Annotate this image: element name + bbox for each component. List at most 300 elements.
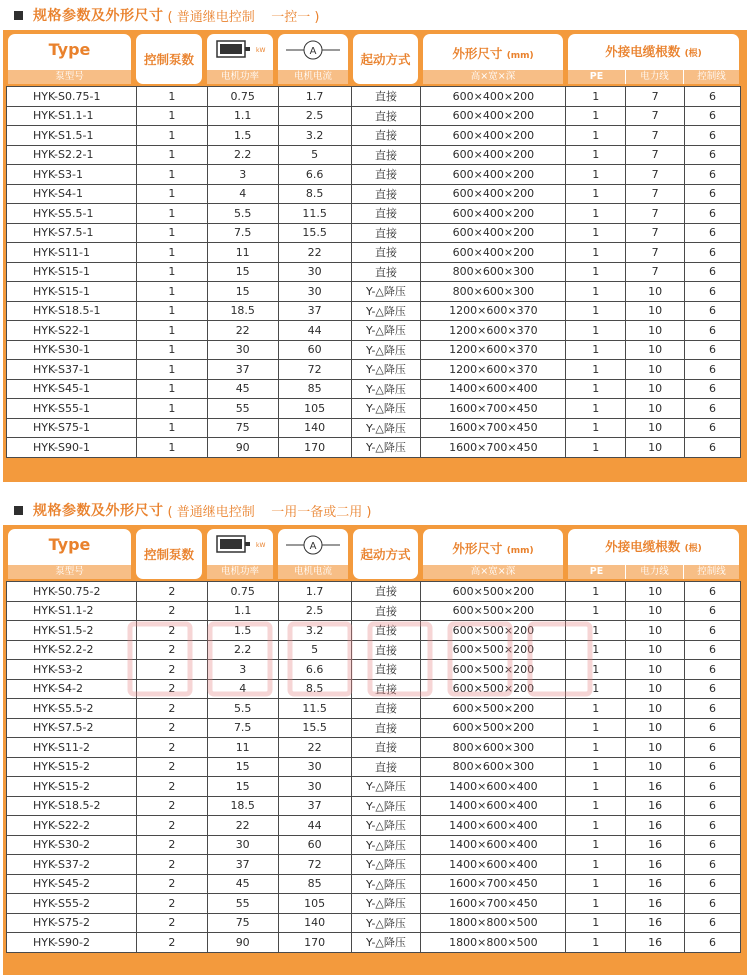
cell-power: 2.2 bbox=[207, 640, 278, 660]
header-cables-title: 外接电缆根数 (根) bbox=[605, 539, 702, 554]
cell-type: HYK-S30-2 bbox=[7, 835, 137, 855]
cell-start: 直接 bbox=[351, 87, 421, 107]
cell-pe: 1 bbox=[566, 223, 626, 243]
bullet-square-icon bbox=[14, 11, 23, 20]
table-row bbox=[7, 340, 741, 360]
cell-power: 30 bbox=[207, 340, 278, 360]
cell-dims: 800×600×300 bbox=[421, 757, 566, 777]
cell-dims: 1800×800×500 bbox=[421, 913, 566, 933]
cell-type: HYK-S37-1 bbox=[7, 360, 137, 380]
cell-dims: 600×500×200 bbox=[421, 699, 566, 719]
cell-pe: 1 bbox=[566, 777, 626, 797]
cell-pe: 1 bbox=[566, 126, 626, 146]
cell-type: HYK-S3-2 bbox=[7, 660, 137, 680]
cell-type: HYK-S90-1 bbox=[7, 438, 137, 458]
cell-type: HYK-S11-1 bbox=[7, 243, 137, 263]
cell-control-line: 6 bbox=[685, 855, 741, 875]
cell-control-line: 6 bbox=[685, 184, 741, 204]
cell-start: 直接 bbox=[351, 757, 421, 777]
cell-current: 140 bbox=[278, 418, 351, 438]
cell-pe: 1 bbox=[566, 399, 626, 419]
cell-current: 5 bbox=[278, 640, 351, 660]
cell-type: HYK-S1.1-1 bbox=[7, 106, 137, 126]
cell-current: 15.5 bbox=[278, 718, 351, 738]
cell-power-line: 10 bbox=[626, 699, 685, 719]
section-title: 规格参数及外形尺寸 bbox=[33, 503, 164, 519]
cell-power: 15 bbox=[207, 777, 278, 797]
header-current-sub: 电机电流 bbox=[278, 70, 348, 84]
header-type-title: Type bbox=[48, 40, 91, 59]
cell-power-line: 7 bbox=[626, 223, 685, 243]
header-power-sub: 电机功率 bbox=[207, 70, 273, 84]
cell-current: 22 bbox=[278, 243, 351, 263]
cell-start: 直接 bbox=[351, 582, 421, 602]
cell-power: 37 bbox=[207, 360, 278, 380]
cell-pumps: 1 bbox=[136, 301, 207, 321]
table-row bbox=[7, 582, 741, 602]
cell-power-line: 10 bbox=[626, 438, 685, 458]
cell-dims: 1600×700×450 bbox=[421, 894, 566, 914]
cell-control-line: 6 bbox=[685, 582, 741, 602]
cell-control-line: 6 bbox=[685, 321, 741, 341]
cell-control-line: 6 bbox=[685, 399, 741, 419]
power-unit-label: kW bbox=[256, 47, 266, 54]
cell-power: 5.5 bbox=[207, 204, 278, 224]
cell-pumps: 2 bbox=[136, 855, 207, 875]
section-title-row bbox=[0, 495, 750, 525]
cell-control-line: 6 bbox=[685, 816, 741, 836]
cell-current: 3.2 bbox=[278, 621, 351, 641]
table-row bbox=[7, 835, 741, 855]
table-row bbox=[7, 204, 741, 224]
table-row bbox=[7, 184, 741, 204]
cell-start: 直接 bbox=[351, 126, 421, 146]
header-control-line: 控制线 bbox=[697, 71, 726, 82]
cell-pumps: 2 bbox=[136, 621, 207, 641]
cell-pe: 1 bbox=[566, 757, 626, 777]
cell-power-line: 7 bbox=[626, 243, 685, 263]
cell-power-line: 10 bbox=[626, 340, 685, 360]
cell-pumps: 2 bbox=[136, 660, 207, 680]
cell-dims: 600×400×200 bbox=[421, 106, 566, 126]
table-row bbox=[7, 777, 741, 797]
table-row bbox=[7, 874, 741, 894]
cell-pumps: 1 bbox=[136, 223, 207, 243]
cell-control-line: 6 bbox=[685, 223, 741, 243]
cell-power: 4 bbox=[207, 679, 278, 699]
table-row bbox=[7, 660, 741, 680]
cell-control-line: 6 bbox=[685, 165, 741, 185]
cell-dims: 600×500×200 bbox=[421, 601, 566, 621]
table-row bbox=[7, 379, 741, 399]
cell-type: HYK-S1.5-2 bbox=[7, 621, 137, 641]
cell-type: HYK-S5.5-1 bbox=[7, 204, 137, 224]
cell-power: 7.5 bbox=[207, 223, 278, 243]
cell-current: 8.5 bbox=[278, 679, 351, 699]
table-row bbox=[7, 699, 741, 719]
cell-dims: 600×400×200 bbox=[421, 145, 566, 165]
table-row bbox=[7, 621, 741, 641]
table-row bbox=[7, 913, 741, 933]
header-power bbox=[207, 529, 273, 579]
cell-dims: 600×500×200 bbox=[421, 718, 566, 738]
cell-pe: 1 bbox=[566, 243, 626, 263]
header-start bbox=[353, 34, 418, 84]
cell-pumps: 2 bbox=[136, 699, 207, 719]
table-row bbox=[7, 757, 741, 777]
header-dims-sub: 高×宽×深 bbox=[423, 565, 563, 579]
cell-control-line: 6 bbox=[685, 204, 741, 224]
cell-current: 105 bbox=[278, 399, 351, 419]
cell-pe: 1 bbox=[566, 660, 626, 680]
cell-control-line: 6 bbox=[685, 621, 741, 641]
cell-control-line: 6 bbox=[685, 282, 741, 302]
header-control-line: 控制线 bbox=[697, 566, 726, 577]
cell-power-line: 10 bbox=[626, 601, 685, 621]
cell-pumps: 1 bbox=[136, 87, 207, 107]
cell-type: HYK-S4-2 bbox=[7, 679, 137, 699]
table-row bbox=[7, 87, 741, 107]
cell-control-line: 6 bbox=[685, 87, 741, 107]
cell-pumps: 2 bbox=[136, 718, 207, 738]
cell-type: HYK-S3-1 bbox=[7, 165, 137, 185]
cell-pumps: 1 bbox=[136, 145, 207, 165]
cell-pe: 1 bbox=[566, 301, 626, 321]
cell-control-line: 6 bbox=[685, 243, 741, 263]
motor-icon bbox=[216, 39, 252, 59]
cell-start: Y-△降压 bbox=[351, 379, 421, 399]
cell-start: Y-△降压 bbox=[351, 321, 421, 341]
cell-type: HYK-S1.1-2 bbox=[7, 601, 137, 621]
ammeter-icon bbox=[284, 533, 342, 557]
cell-power-line: 10 bbox=[626, 660, 685, 680]
header-type-title: Type bbox=[48, 535, 91, 554]
cell-power: 18.5 bbox=[207, 796, 278, 816]
spec-table bbox=[6, 581, 741, 953]
cell-pumps: 1 bbox=[136, 399, 207, 419]
cell-pumps: 2 bbox=[136, 874, 207, 894]
cell-dims: 600×400×200 bbox=[421, 204, 566, 224]
cell-start: 直接 bbox=[351, 223, 421, 243]
table-row bbox=[7, 855, 741, 875]
cell-current: 6.6 bbox=[278, 165, 351, 185]
cell-power: 75 bbox=[207, 913, 278, 933]
cell-start: 直接 bbox=[351, 640, 421, 660]
table-frame bbox=[3, 30, 747, 482]
cell-type: HYK-S4-1 bbox=[7, 184, 137, 204]
header-dims bbox=[423, 34, 563, 84]
spec-section-2 bbox=[0, 495, 750, 975]
header-dims bbox=[423, 529, 563, 579]
cell-start: Y-△降压 bbox=[351, 816, 421, 836]
cell-power: 75 bbox=[207, 418, 278, 438]
cell-power: 1.5 bbox=[207, 621, 278, 641]
cell-power-line: 10 bbox=[626, 718, 685, 738]
cell-power-line: 10 bbox=[626, 418, 685, 438]
cell-power-line: 7 bbox=[626, 204, 685, 224]
cell-power: 5.5 bbox=[207, 699, 278, 719]
ammeter-icon bbox=[284, 38, 342, 62]
power-unit-label: kW bbox=[256, 542, 266, 549]
cell-control-line: 6 bbox=[685, 360, 741, 380]
cell-control-line: 6 bbox=[685, 777, 741, 797]
cell-control-line: 6 bbox=[685, 301, 741, 321]
cell-pe: 1 bbox=[566, 87, 626, 107]
cell-current: 2.5 bbox=[278, 601, 351, 621]
cell-type: HYK-S75-1 bbox=[7, 418, 137, 438]
cell-dims: 600×500×200 bbox=[421, 621, 566, 641]
table-row bbox=[7, 601, 741, 621]
cell-type: HYK-S15-2 bbox=[7, 757, 137, 777]
table-row bbox=[7, 796, 741, 816]
cell-control-line: 6 bbox=[685, 418, 741, 438]
cell-pe: 1 bbox=[566, 640, 626, 660]
cell-control-line: 6 bbox=[685, 679, 741, 699]
cell-pumps: 1 bbox=[136, 165, 207, 185]
cell-control-line: 6 bbox=[685, 601, 741, 621]
cell-power-line: 16 bbox=[626, 855, 685, 875]
cell-control-line: 6 bbox=[685, 660, 741, 680]
cell-dims: 1400×600×400 bbox=[421, 855, 566, 875]
cell-pumps: 2 bbox=[136, 582, 207, 602]
cell-start: 直接 bbox=[351, 243, 421, 263]
section-subtitle: ( 普通继电控制 一控一 ) bbox=[167, 9, 320, 25]
cell-type: HYK-S15-1 bbox=[7, 262, 137, 282]
cell-type: HYK-S55-2 bbox=[7, 894, 137, 914]
cell-control-line: 6 bbox=[685, 796, 741, 816]
cell-current: 30 bbox=[278, 262, 351, 282]
cell-pe: 1 bbox=[566, 874, 626, 894]
cell-dims: 600×400×200 bbox=[421, 87, 566, 107]
table-row bbox=[7, 399, 741, 419]
table-frame bbox=[3, 525, 747, 975]
cell-type: HYK-S0.75-2 bbox=[7, 582, 137, 602]
cell-start: 直接 bbox=[351, 679, 421, 699]
cell-power: 2.2 bbox=[207, 145, 278, 165]
cell-dims: 1200×600×370 bbox=[421, 340, 566, 360]
header-cables-title: 外接电缆根数 (根) bbox=[605, 44, 702, 59]
cell-dims: 1600×700×450 bbox=[421, 874, 566, 894]
cell-start: 直接 bbox=[351, 165, 421, 185]
cell-type: HYK-S2.2-1 bbox=[7, 145, 137, 165]
cell-control-line: 6 bbox=[685, 894, 741, 914]
cell-power: 4 bbox=[207, 184, 278, 204]
cell-power-line: 10 bbox=[626, 582, 685, 602]
table-row bbox=[7, 145, 741, 165]
cell-power-line: 16 bbox=[626, 913, 685, 933]
cell-dims: 1400×600×400 bbox=[421, 777, 566, 797]
cell-power-line: 16 bbox=[626, 796, 685, 816]
cell-power: 15 bbox=[207, 262, 278, 282]
cell-pumps: 1 bbox=[136, 126, 207, 146]
cell-start: Y-△降压 bbox=[351, 835, 421, 855]
cell-current: 30 bbox=[278, 282, 351, 302]
cell-power-line: 7 bbox=[626, 87, 685, 107]
cell-type: HYK-S0.75-1 bbox=[7, 87, 137, 107]
cell-type: HYK-S45-2 bbox=[7, 874, 137, 894]
section-title-row bbox=[0, 0, 750, 30]
cell-type: HYK-S22-1 bbox=[7, 321, 137, 341]
section-subtitle: ( 普通继电控制 一用一备或二用 ) bbox=[167, 504, 372, 520]
cell-dims: 800×600×300 bbox=[421, 738, 566, 758]
cell-pumps: 1 bbox=[136, 438, 207, 458]
cell-pe: 1 bbox=[566, 621, 626, 641]
cell-current: 2.5 bbox=[278, 106, 351, 126]
cell-power-line: 16 bbox=[626, 777, 685, 797]
cell-type: HYK-S15-2 bbox=[7, 777, 137, 797]
header-cables-bar bbox=[568, 70, 739, 84]
cell-pumps: 2 bbox=[136, 777, 207, 797]
cell-start: Y-△降压 bbox=[351, 418, 421, 438]
bullet-square-icon bbox=[14, 506, 23, 515]
cell-dims: 600×500×200 bbox=[421, 582, 566, 602]
cell-dims: 1400×600×400 bbox=[421, 835, 566, 855]
cell-control-line: 6 bbox=[685, 640, 741, 660]
header-power-line: 电力线 bbox=[640, 566, 669, 577]
cell-control-line: 6 bbox=[685, 913, 741, 933]
cell-dims: 1200×600×370 bbox=[421, 360, 566, 380]
cell-current: 1.7 bbox=[278, 582, 351, 602]
cell-pe: 1 bbox=[566, 894, 626, 914]
cell-type: HYK-S7.5-2 bbox=[7, 718, 137, 738]
cell-dims: 1600×700×450 bbox=[421, 438, 566, 458]
cell-pe: 1 bbox=[566, 933, 626, 953]
cell-start: 直接 bbox=[351, 718, 421, 738]
table-row bbox=[7, 894, 741, 914]
cell-start: 直接 bbox=[351, 184, 421, 204]
cell-power: 18.5 bbox=[207, 301, 278, 321]
cell-dims: 600×400×200 bbox=[421, 126, 566, 146]
cell-dims: 600×500×200 bbox=[421, 640, 566, 660]
cell-pe: 1 bbox=[566, 601, 626, 621]
table-row bbox=[7, 738, 741, 758]
cell-start: Y-△降压 bbox=[351, 796, 421, 816]
ammeter-symbol: A bbox=[309, 46, 317, 57]
cell-power-line: 16 bbox=[626, 933, 685, 953]
cell-power: 0.75 bbox=[207, 87, 278, 107]
cell-power-line: 10 bbox=[626, 360, 685, 380]
cell-power-line: 10 bbox=[626, 679, 685, 699]
header-cables bbox=[568, 529, 739, 579]
table-row bbox=[7, 933, 741, 953]
cell-pe: 1 bbox=[566, 360, 626, 380]
cell-dims: 800×600×300 bbox=[421, 262, 566, 282]
header-cables bbox=[568, 34, 739, 84]
cell-control-line: 6 bbox=[685, 933, 741, 953]
header-power-line: 电力线 bbox=[640, 71, 669, 82]
cell-start: 直接 bbox=[351, 621, 421, 641]
cell-power-line: 16 bbox=[626, 816, 685, 836]
cell-power: 7.5 bbox=[207, 718, 278, 738]
cell-pe: 1 bbox=[566, 438, 626, 458]
cell-power: 45 bbox=[207, 874, 278, 894]
cell-current: 85 bbox=[278, 379, 351, 399]
cell-power-line: 10 bbox=[626, 321, 685, 341]
header-power-sub: 电机功率 bbox=[207, 565, 273, 579]
cell-pe: 1 bbox=[566, 418, 626, 438]
cell-power-line: 7 bbox=[626, 184, 685, 204]
cell-current: 11.5 bbox=[278, 204, 351, 224]
cell-power-line: 7 bbox=[626, 145, 685, 165]
cell-power: 45 bbox=[207, 379, 278, 399]
header-current-sub: 电机电流 bbox=[278, 565, 348, 579]
cell-power: 15 bbox=[207, 282, 278, 302]
cell-type: HYK-S15-1 bbox=[7, 282, 137, 302]
cell-start: 直接 bbox=[351, 106, 421, 126]
table-row bbox=[7, 106, 741, 126]
cell-dims: 1200×600×370 bbox=[421, 301, 566, 321]
cell-power: 90 bbox=[207, 933, 278, 953]
cell-current: 44 bbox=[278, 321, 351, 341]
cell-power-line: 10 bbox=[626, 757, 685, 777]
cell-current: 44 bbox=[278, 816, 351, 836]
cell-type: HYK-S90-2 bbox=[7, 933, 137, 953]
header-pe: PE bbox=[589, 71, 604, 82]
cell-type: HYK-S1.5-1 bbox=[7, 126, 137, 146]
cell-pumps: 1 bbox=[136, 340, 207, 360]
cell-dims: 1400×600×400 bbox=[421, 796, 566, 816]
cell-current: 5 bbox=[278, 145, 351, 165]
cell-power: 15 bbox=[207, 757, 278, 777]
cell-pe: 1 bbox=[566, 106, 626, 126]
cell-control-line: 6 bbox=[685, 699, 741, 719]
cell-type: HYK-S30-1 bbox=[7, 340, 137, 360]
cell-pe: 1 bbox=[566, 145, 626, 165]
cell-current: 60 bbox=[278, 340, 351, 360]
cell-pe: 1 bbox=[566, 282, 626, 302]
ammeter-symbol: A bbox=[309, 541, 317, 552]
cell-pe: 1 bbox=[566, 796, 626, 816]
cell-start: Y-△降压 bbox=[351, 933, 421, 953]
cell-start: 直接 bbox=[351, 145, 421, 165]
header-pe: PE bbox=[589, 566, 604, 577]
header-start bbox=[353, 529, 418, 579]
cell-power: 11 bbox=[207, 243, 278, 263]
cell-dims: 1400×600×400 bbox=[421, 379, 566, 399]
table-row bbox=[7, 360, 741, 380]
cell-control-line: 6 bbox=[685, 340, 741, 360]
cell-power: 90 bbox=[207, 438, 278, 458]
cell-dims: 600×400×200 bbox=[421, 165, 566, 185]
cell-start: Y-△降压 bbox=[351, 777, 421, 797]
cell-start: Y-△降压 bbox=[351, 399, 421, 419]
cell-control-line: 6 bbox=[685, 106, 741, 126]
cell-dims: 1800×800×500 bbox=[421, 933, 566, 953]
cell-pe: 1 bbox=[566, 855, 626, 875]
table-row bbox=[7, 126, 741, 146]
cell-type: HYK-S18.5-1 bbox=[7, 301, 137, 321]
cell-control-line: 6 bbox=[685, 757, 741, 777]
cell-pe: 1 bbox=[566, 262, 626, 282]
cell-pumps: 2 bbox=[136, 913, 207, 933]
header-type-sub: 泵型号 bbox=[8, 70, 131, 84]
cell-power-line: 7 bbox=[626, 262, 685, 282]
table-row bbox=[7, 321, 741, 341]
cell-pumps: 1 bbox=[136, 321, 207, 341]
motor-icon bbox=[216, 534, 252, 554]
cell-control-line: 6 bbox=[685, 718, 741, 738]
cell-pe: 1 bbox=[566, 816, 626, 836]
table-row bbox=[7, 418, 741, 438]
table-row bbox=[7, 262, 741, 282]
cell-pumps: 1 bbox=[136, 282, 207, 302]
cell-power-line: 7 bbox=[626, 106, 685, 126]
cell-pe: 1 bbox=[566, 204, 626, 224]
cell-type: HYK-S11-2 bbox=[7, 738, 137, 758]
cell-control-line: 6 bbox=[685, 145, 741, 165]
cell-power-line: 10 bbox=[626, 738, 685, 758]
cell-pe: 1 bbox=[566, 679, 626, 699]
